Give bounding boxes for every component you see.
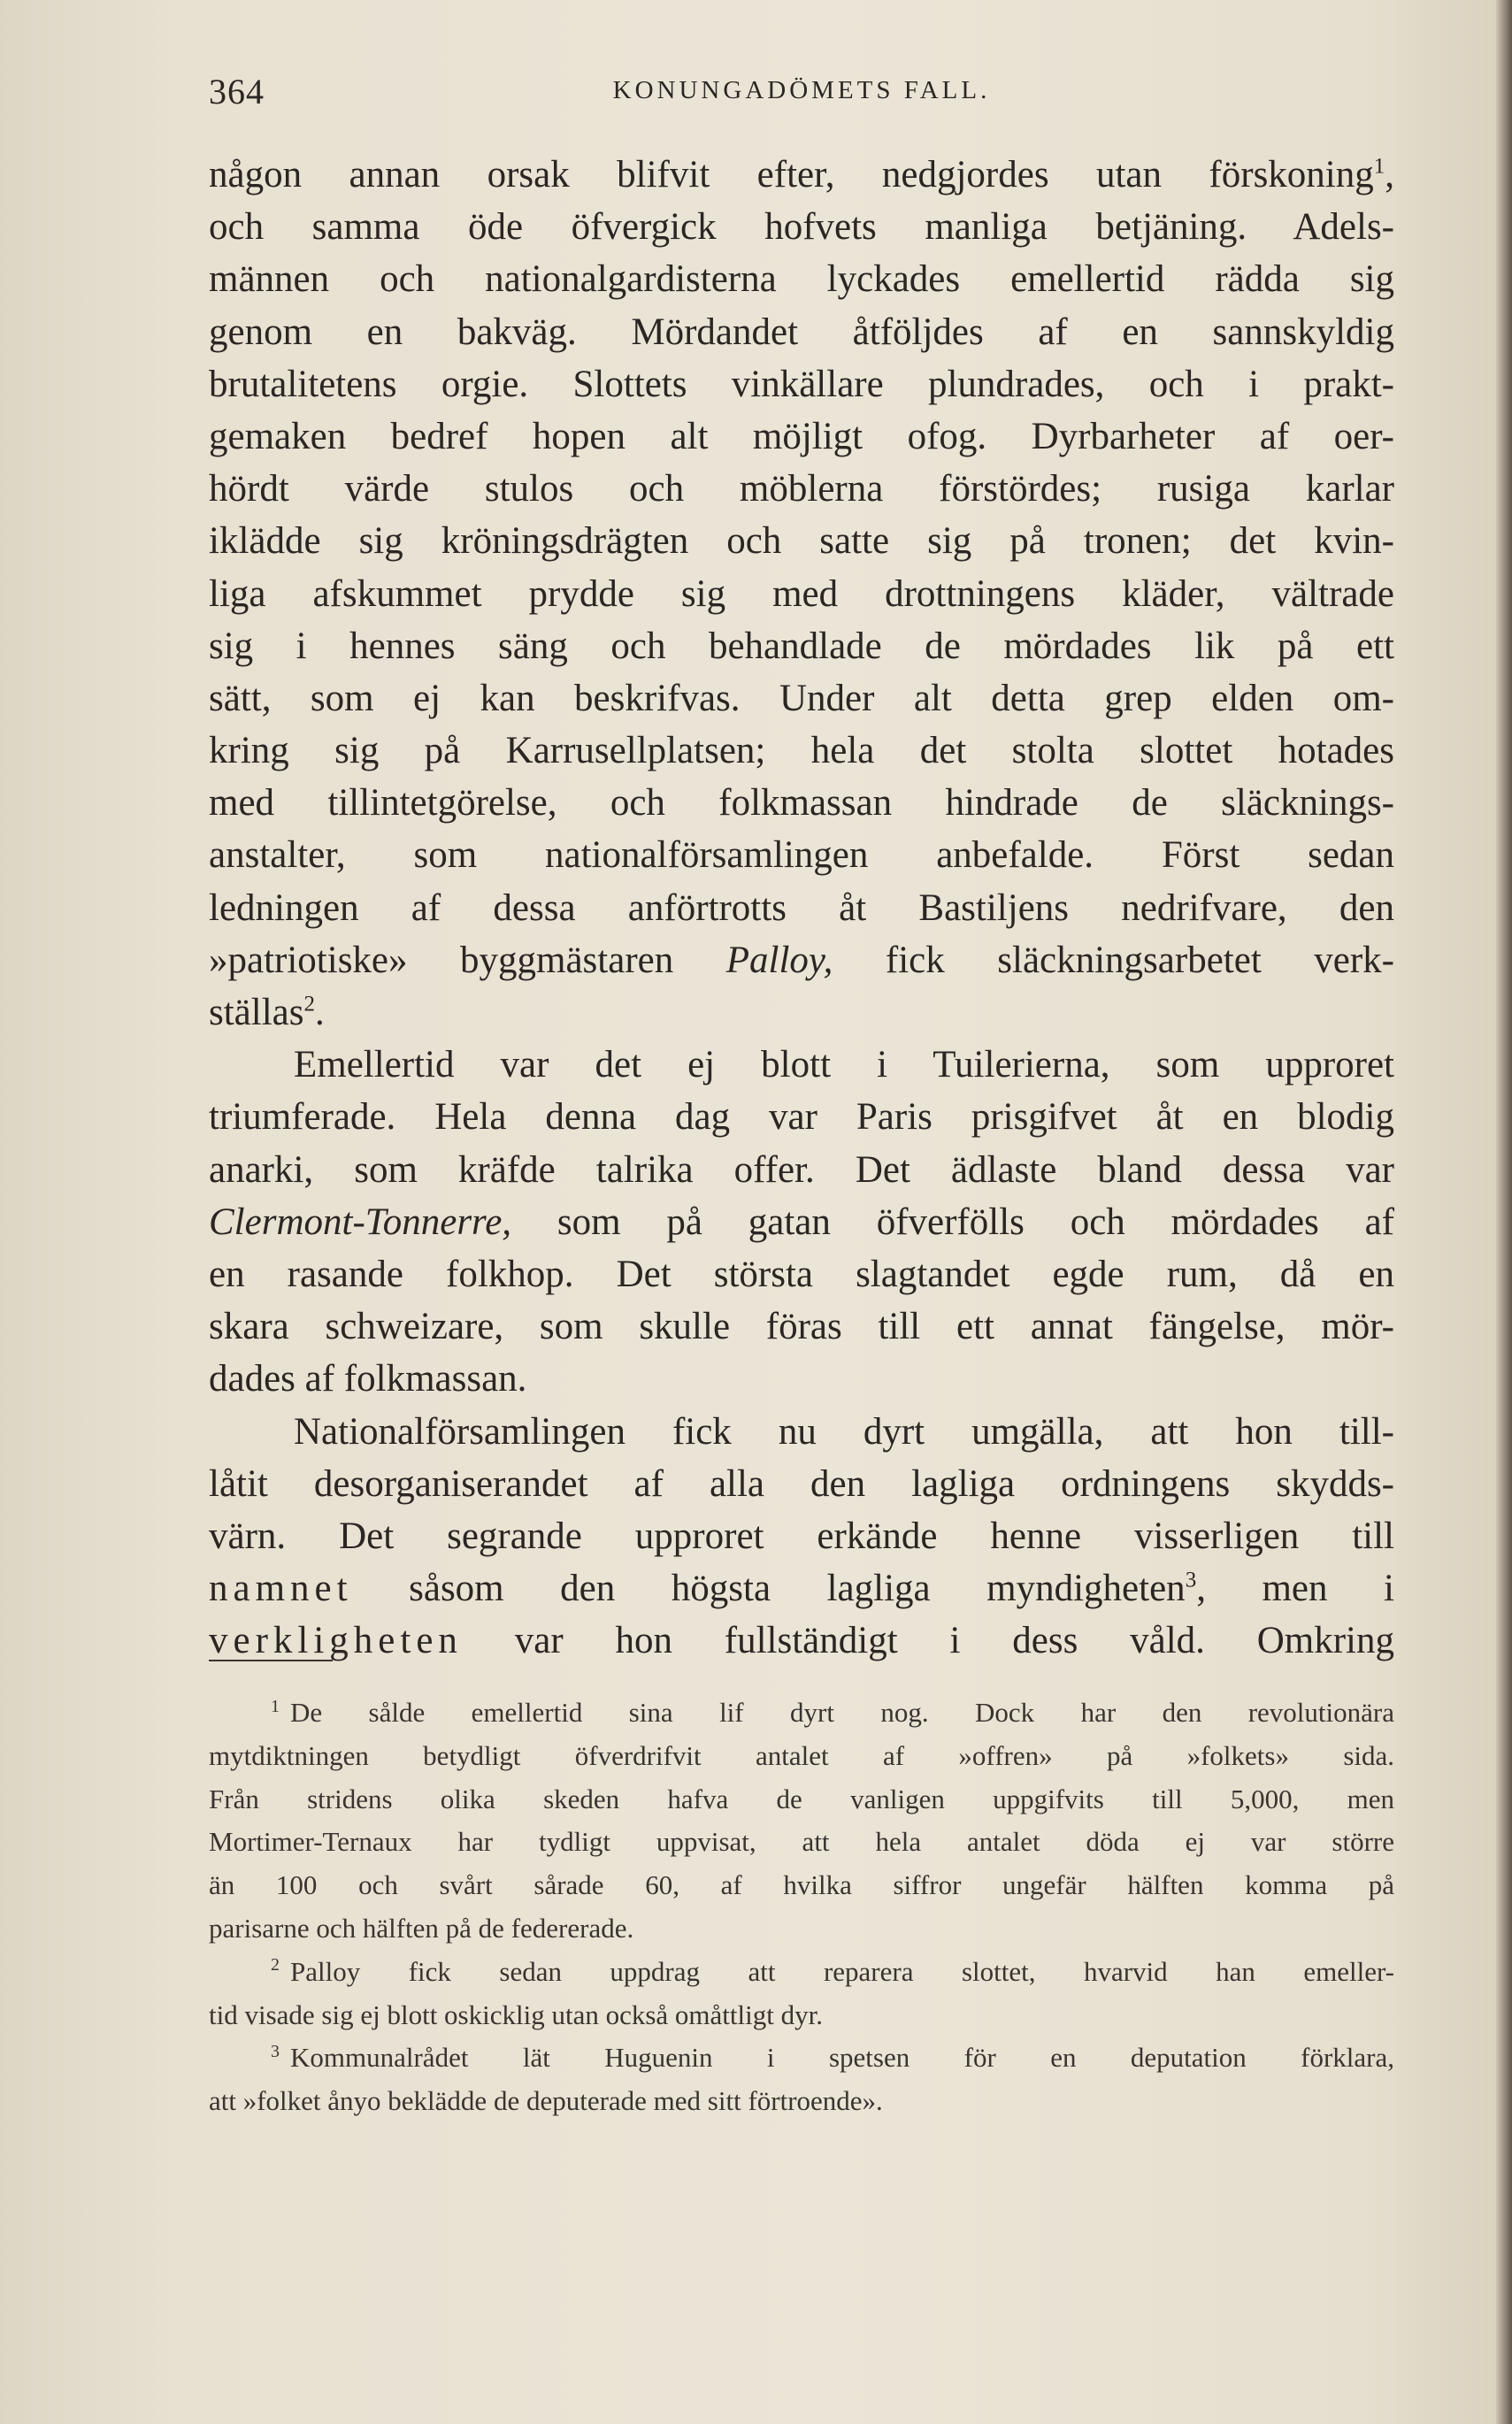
line-text: brutalitetens orgie. Slottets vinkällare plundrades, och i prakt- [209, 363, 1394, 405]
text-line [209, 201, 1394, 253]
text-line [209, 149, 1394, 201]
spaced-word: verkligheten [209, 1620, 463, 1662]
text-line [209, 1615, 1394, 1667]
footnote-line [209, 1907, 1394, 1951]
footnote-text: mytdiktningen betydligt öfverdrifvit antalet af »offren» på »folkets» sida. [209, 1739, 1394, 1771]
line-text: dades af folkmassan. [209, 1358, 527, 1400]
footnote-line [209, 1691, 1394, 1735]
text-line [209, 725, 1394, 777]
text-line [209, 1562, 1394, 1615]
text-line [209, 777, 1394, 829]
footnote-line [209, 1778, 1394, 1822]
text-line [209, 1091, 1394, 1143]
footnote-rule [209, 1660, 333, 1661]
text-line [209, 515, 1394, 567]
spaced-word: namnet [209, 1568, 353, 1610]
footnote-line [209, 1864, 1394, 1907]
line-text: med tillintetgörelse, och folkmassan hindrade de släcknings- [209, 782, 1394, 825]
text-line [209, 986, 1394, 1039]
line-text: såsom den högsta lagliga myndigheten [352, 1568, 1186, 1610]
line-text: triumferade. Hela denna dag var Paris prisgifvet åt en blodig [209, 1096, 1394, 1139]
text-line [209, 1353, 1394, 1405]
footnote-line [209, 1735, 1394, 1778]
line-text: ställas [209, 992, 304, 1033]
line-text: en rasande folkhop. Det största slagtandet egde rum, då en [209, 1253, 1394, 1295]
line-text: som på gatan öfverfölls och mördades af [511, 1200, 1394, 1243]
page-header [209, 71, 1394, 124]
line-text: värn. Det segrande upproret erkände henne visserligen till [209, 1515, 1394, 1557]
footnote-text: tid visade sig ej blott oskicklig utan också omåttligt dyr. [209, 1998, 823, 2030]
line-text: sig i hennes säng och behandlade de mördades lik på ett [209, 625, 1394, 667]
line-text: var hon fullständigt i dess våld. Omkring [462, 1620, 1394, 1662]
footnote-line [209, 2080, 1394, 2123]
text-line [209, 1248, 1394, 1300]
text-line [209, 463, 1394, 515]
footnote-line [209, 1994, 1394, 2037]
footnote-text: De sålde emellertid sina lif dyrt nog. Dock har den revolutionära [290, 1697, 1394, 1728]
line-text: Emellertid var det ej blott i Tuilerierna, som upproret [294, 1044, 1394, 1086]
line-text: . [314, 992, 325, 1033]
running-head: KONUNGADÖMETS FALL. [612, 76, 991, 104]
text-line [209, 568, 1394, 620]
line-text: någon annan orsak blifvit efter, nedgjordes utan förskoning [209, 154, 1374, 196]
text-line [209, 1039, 1394, 1091]
text-line [209, 829, 1394, 881]
line-text: genom en bakväg. Mördandet åtföljdes af en sannskyldig [209, 311, 1394, 353]
line-text: , [1385, 154, 1394, 196]
footnote-ref: 1 [1373, 154, 1385, 179]
body-text [209, 149, 1394, 1667]
footnote-text: Mortimer-Ternaux har tydligt uppvisat, att hela antalet döda ej var större [209, 1826, 1394, 1858]
footnote-text: än 100 och svårt sårade 60, af hvilka siffror ungefär hälften komma på [209, 1869, 1394, 1901]
italic-name: Clermont-Tonnerre, [209, 1200, 512, 1243]
footnote-text: parisarne och hälften på de federerade. [209, 1912, 634, 1944]
line-text: »patriotiske» byggmästaren [209, 939, 726, 981]
text-line [209, 253, 1394, 305]
text-line [209, 358, 1394, 410]
text-line [209, 1510, 1394, 1562]
footnote-number: 3 [271, 2042, 280, 2062]
text-line [209, 1406, 1394, 1458]
line-text: Nationalförsamlingen fick nu dyrt umgälla, att hon till- [294, 1410, 1394, 1453]
footnote-line [209, 2037, 1394, 2080]
line-text: skara schweizare, som skulle föras till ett annat fängelse, mör- [209, 1306, 1394, 1348]
line-text: liga afskummet prydde sig med drottningens kläder, vältrade [209, 572, 1394, 615]
footnote-number: 1 [271, 1696, 280, 1716]
page-number: 364 [209, 72, 265, 111]
footnote-text: Från stridens olika skeden hafva de vanligen uppgifvits till 5,000, men [209, 1783, 1394, 1814]
line-text: gemaken bedref hopen alt möjligt ofog. Dyrbarheter af oer- [209, 415, 1394, 457]
text-line [209, 410, 1394, 463]
footnote-ref: 3 [1185, 1568, 1197, 1592]
text-line [209, 306, 1394, 358]
line-text: låtit desorganiserandet af alla den lagliga ordningens skydds- [209, 1462, 1394, 1505]
text-line [209, 620, 1394, 672]
footnotes [209, 1691, 1394, 2123]
footnote-line [209, 1821, 1394, 1864]
line-text: anstalter, som nationalförsamlingen anbefalde. Först sedan [209, 834, 1394, 877]
footnote-number: 2 [271, 1955, 280, 1975]
text-line [209, 1196, 1394, 1248]
text-line [209, 882, 1394, 934]
text-line [209, 1300, 1394, 1353]
line-text: ikläddе sig kröningsdrägten och satte sig på tronen; det kvin- [209, 520, 1394, 563]
line-text: fick släckningsarbetet verk- [833, 939, 1394, 981]
footnote-text: Palloy fick sedan uppdrag att reparera slottet, hvarvid han emeller- [290, 1955, 1394, 1987]
footnote-text: att »folket ånyo beklädde de deputerade med sitt förtroende». [209, 2085, 883, 2117]
text-line [209, 934, 1394, 986]
page-edge-shadow [1496, 0, 1512, 2424]
line-text: sätt, som ej kan beskrifvas. Under alt detta grep elden om- [209, 677, 1394, 719]
footnote-text: Kommunalrådet lät Huguenin i spetsen för en deputation förklara, [290, 2042, 1394, 2074]
footnote-ref: 2 [303, 992, 315, 1016]
line-text: , men i [1196, 1568, 1395, 1610]
footnote-line [209, 1951, 1394, 1994]
line-text: ledningen af dessa anförtrotts åt Bastiljens nedrifvare, den [209, 886, 1394, 929]
line-text: och samma öde öfvergick hofvets manliga betjäning. Adels- [209, 206, 1394, 249]
line-text: männen och nationalgardisterna lyckades emellertid rädda sig [209, 258, 1394, 301]
line-text: kring sig på Karrusellplatsen; hela det stolta slottet hotades [209, 730, 1394, 772]
line-text: hördt värde stulos och möblerna förstördes; rusiga karlar [209, 468, 1394, 510]
text-line [209, 1144, 1394, 1196]
text-line [209, 1458, 1394, 1510]
text-line [209, 672, 1394, 725]
line-text: anarki, som kräfde talrika offer. Det ädlaste bland dessa var [209, 1148, 1394, 1191]
italic-name: Palloy, [725, 939, 833, 981]
